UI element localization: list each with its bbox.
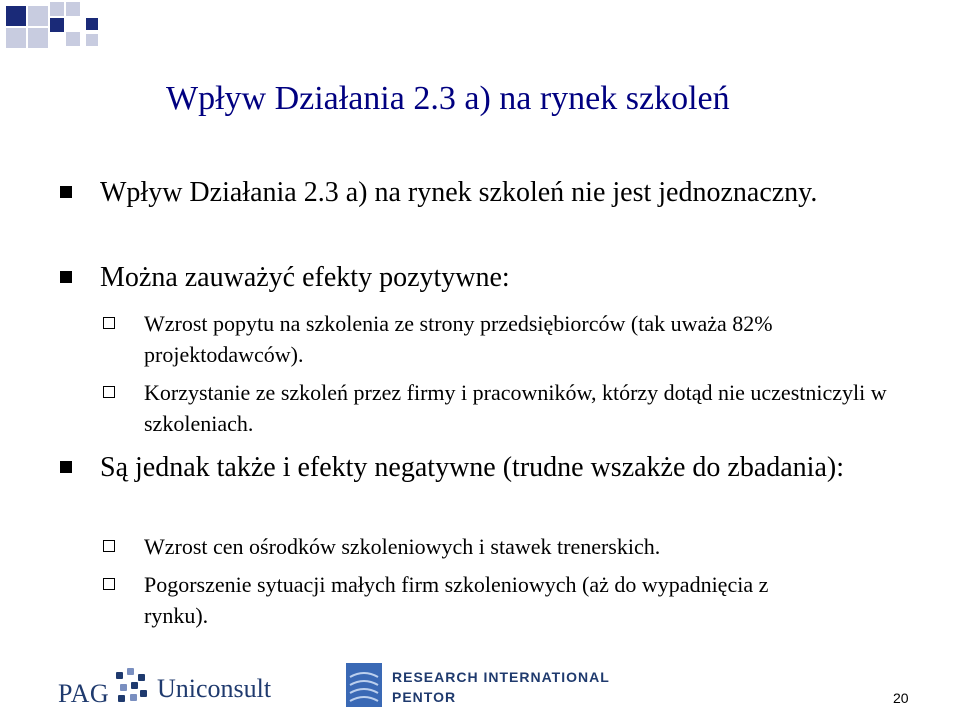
logo-dot	[120, 684, 127, 691]
logo-dot	[130, 694, 137, 701]
bullet-square-icon	[60, 186, 72, 198]
logo-dot	[138, 674, 145, 681]
bullet-square-icon	[60, 461, 72, 473]
bullet-item	[100, 260, 900, 296]
sub-bullet-text: Wzrost cen ośrodków szkoleniowych i stawek trenerskich.	[144, 534, 661, 559]
corner-decoration	[0, 0, 110, 60]
sub-bullet-item	[144, 377, 934, 439]
sub-bullet-item	[144, 569, 824, 631]
logo-dots-icon	[116, 668, 148, 704]
corner-square	[86, 18, 98, 30]
corner-square	[6, 6, 26, 26]
bullet-square-icon	[60, 271, 72, 283]
bullet-text: Są jednak także i efekty negatywne (trudne wszakże do zbadania):	[100, 452, 844, 483]
hollow-square-icon	[103, 386, 115, 398]
corner-square	[50, 18, 64, 32]
sub-bullet-text: Wzrost popytu na szkolenia ze strony przedsiębiorców (tak uważa 82% projektodawców).	[144, 311, 773, 367]
pentor-emblem-graphic	[346, 663, 382, 707]
pag-uniconsult-logo	[40, 660, 290, 708]
hollow-square-icon	[103, 578, 115, 590]
bullet-text: Można zauważyć efekty pozytywne:	[100, 262, 510, 293]
bullet-item	[100, 450, 900, 486]
bullet-item	[100, 175, 820, 211]
pentor-text: PENTOR	[392, 689, 457, 705]
page-number: 20	[893, 690, 909, 706]
sub-bullet-item	[144, 531, 934, 562]
research-international-pentor-logo	[346, 663, 610, 707]
logo-dot	[127, 668, 134, 675]
uniconsult-logo-text: Uniconsult	[157, 674, 272, 703]
research-international-text: RESEARCH INTERNATIONAL	[392, 669, 610, 685]
bullet-text: Wpływ Działania 2.3 a) na rynek szkoleń nie jest jednoznaczny.	[100, 177, 818, 208]
sub-bullet-item	[144, 308, 904, 370]
corner-square	[28, 6, 48, 26]
pag-logo-text: PAG	[58, 679, 110, 708]
corner-square	[6, 28, 26, 48]
hollow-square-icon	[103, 317, 115, 329]
corner-square	[86, 34, 98, 46]
logo-dot	[118, 695, 125, 702]
hollow-square-icon	[103, 540, 115, 552]
sub-bullet-text: Korzystanie ze szkoleń przez firmy i pracowników, którzy dotąd nie uczestniczyli w szkoleniach.	[144, 380, 887, 436]
logo-dot	[140, 690, 147, 697]
pentor-emblem-icon	[346, 663, 382, 707]
corner-square	[50, 2, 64, 16]
corner-square	[66, 2, 80, 16]
corner-square	[28, 28, 48, 48]
logo-dot	[116, 672, 123, 679]
corner-square	[66, 32, 80, 46]
logo-dot	[131, 682, 138, 689]
sub-bullet-text: Pogorszenie sytuacji małych firm szkoleniowych (aż do wypadnięcia z rynku).	[144, 572, 769, 628]
slide-title: Wpływ Działania 2.3 a) na rynek szkoleń	[166, 80, 730, 117]
